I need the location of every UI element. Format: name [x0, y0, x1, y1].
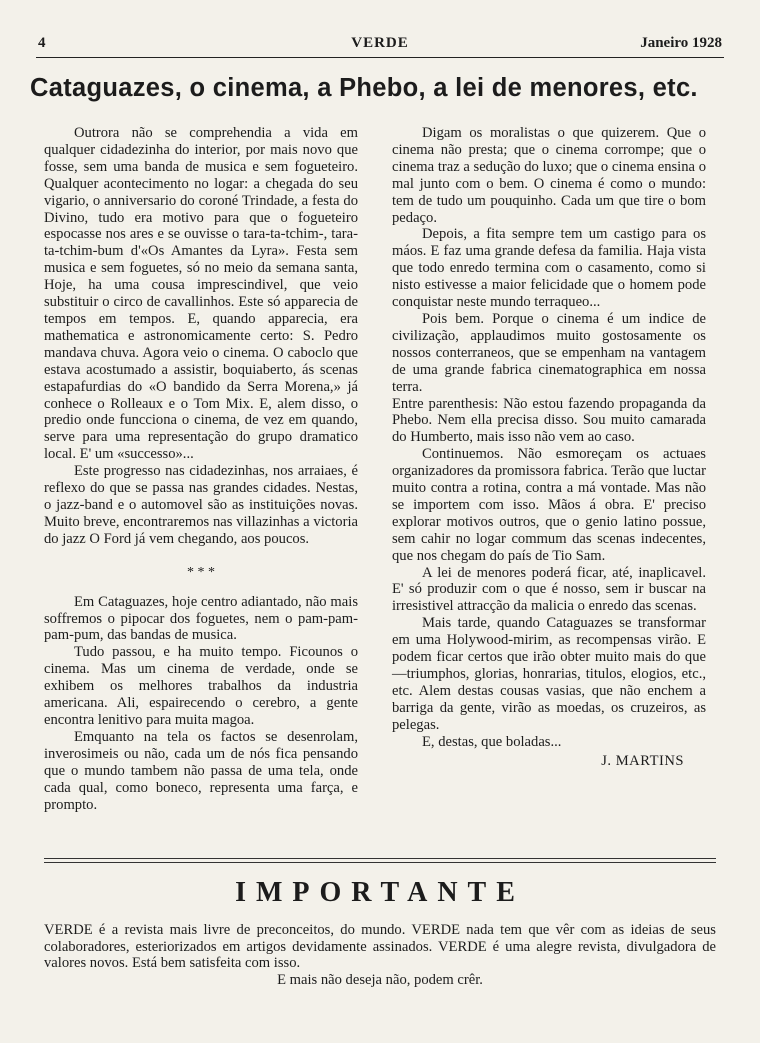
- paragraph: Digam os moralistas o que quizerem. Que o cinema não presta; que o cinema corrompe; que o cinema traz a sedução do luxo; que o cinema ensina o mal junto com o bem. O cinema é como o mundo: tem de tudo um pouquinho. Cada um que tire o bom pedaço.: [392, 125, 706, 226]
- paragraph: Emquanto na tela os factos se desenrolam, inverosimeis ou não, cada um de nós fica pensando que o mundo tambem não passa de uma tela, onde cada qual, como boneco, representa uma farça, e prompto.: [44, 728, 358, 813]
- page-number: 4: [38, 35, 46, 51]
- paragraph: Mais tarde, quando Cataguazes se transformar em uma Holywood-mirim, as recompensas virão. E podem ficar certos que irão obter muito mais do que—triumphos, glorias, honrarias, titulos, elogios, etc., etc. Alem destas cousas vasias, que não enchem a barriga da gente, virão as moedas, os cruzeiros, as pelegas.: [392, 615, 706, 733]
- article-right-column: [392, 125, 706, 769]
- paragraph: Outrora não se comprehendia a vida em qualquer cidadezinha do interior, por mais novo que fosse, sem uma banda de musica e sem fogueteiro. Qualquer acontecimento no logar: a chegada do seu vigario, o anniversario do coroné Trindade, a festa do Divino, tudo era motivo para que o fogueteiro espocasse nos ares e se ouvisse o tara-ta-tchim-, tara-ta-tchim-bum d'«Os Amantes da Lyra». Festa sem musica e sem foguetes, só no meio da semana santa, Hoje, ha uma cousa imprescindivel, que veio substituir o circo de cavallinhos. Este só apparecia de tempos em tempos. E, quando apparecia, era mathematica e astronomicamente certo: S. Pedro mandava chuva. Agora veio o cinema. O caboclo que estava acostumado a assistir, boquiaberto, ás scenas estapafurdias do «O bandido da Serra Morena,» já conhece o Rolleaux e o Tom Mix. E, alem disso, o predio onde funcciona o cinema, de vez em quando, serve para uma representação do grupo dramatico local. E' um «successo»...: [44, 125, 358, 463]
- paragraph: A lei de menores poderá ficar, até, inaplicavel. E' só produzir com o que é nosso, sem ir buscar na irresistivel attracção da malicia o enredo das scenas.: [392, 564, 706, 615]
- notice-text: VERDE é a revista mais livre de preconceitos, do mundo. VERDE nada tem que vêr com as ideias de seus colaboradores, esteriorizados em artigos devidamente assinados. VERDE é uma alegre revista, divulgadora de valores novos. Está bem satisfeita com isso.: [44, 922, 716, 972]
- paragraph: Pois bem. Porque o cinema é um indice de civilização, applaudimos muito gostosamente os nossos conterraneos, que se empenham na vantagem de uma grande fabrica cinematographica em nossa terra.: [392, 310, 706, 395]
- asterism-divider: * * *: [187, 564, 215, 580]
- magazine-name: VERDE: [351, 35, 409, 51]
- author-signature: J. MARTINS: [601, 752, 684, 769]
- paragraph: Este progresso nas cidadezinhas, nos arraiaes, é reflexo do que se passa nas grandes cidades. Nestas, o jazz-band e o automovel são as instituições novas. Muito breve, encontraremos nas villazinhas a victoria do jazz O Ford já vem chegando, aos poucos.: [44, 463, 358, 547]
- article-title: Cataguazes, o cinema, a Phebo, a lei de menores, etc.: [30, 74, 698, 102]
- notice-title: IMPORTANTE: [235, 877, 525, 908]
- article-left-column: [44, 125, 358, 813]
- header-rule: [36, 57, 724, 58]
- page-header: [38, 35, 722, 55]
- paragraph: Tudo passou, e ha muito tempo. Ficounos o cinema. Mas um cinema de verdade, onde se exhibem os melhores trabalhos da industria americana. Ali, espairecendo o cerebro, a gente encontra lenitivo para muita magoa.: [44, 644, 358, 728]
- parenthesis-aside: Entre parenthesis: Não estou fazendo propaganda da Phebo. Nem ella precisa disso. Sou muito camarada do Humberto, mais isso não vem ao caso.: [392, 395, 706, 446]
- paragraph: Depois, a fita sempre tem um castigo para os máos. E faz uma grande defesa da familia. Haja vista que todo enredo termina com o casamento, como si nisto estivesse a maior felicidade que o homem pode conquistar neste mundo terraqueo...: [392, 226, 706, 311]
- paragraph: Em Cataguazes, hoje centro adiantado, não mais soffremos o pipocar dos foguetes, nem o pam-pam-pam-pum, das bandas de musica.: [44, 593, 358, 644]
- closing-line: E, destas, que boladas...: [422, 733, 562, 750]
- section-divider: [44, 858, 716, 863]
- notice-body: [44, 922, 716, 988]
- issue-date: Janeiro 1928: [640, 35, 722, 51]
- notice-last-line: E mais não deseja não, podem crêr.: [277, 971, 483, 988]
- paragraph: Continuemos. Não esmoreçam os actuaes organizadores da promissora fabrica. Terão que luctar muito contra a rotina, contra a má vontade. Mas não se importem com isso. Mãos á obra. E' preciso explorar motivos outros, que o genio latino possue, sem cahir no logar commum das scenas indecentes, que nos chegam do país de Tio Sam.: [392, 446, 706, 564]
